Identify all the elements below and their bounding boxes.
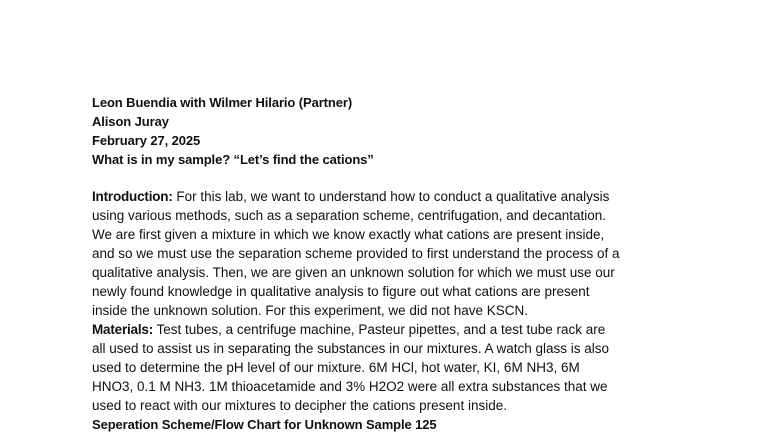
materials-paragraph bbox=[92, 320, 704, 415]
materials-line bbox=[92, 320, 704, 339]
instructor-line: Alison Juray bbox=[92, 114, 169, 129]
report-body bbox=[92, 187, 704, 434]
introduction-line: and so we must use the separation scheme provided to first understand the process of a bbox=[92, 246, 620, 261]
materials-label: Materials: bbox=[92, 322, 154, 337]
introduction-label: Introduction: bbox=[92, 189, 173, 204]
introduction-line: We are first given a mixture in which we know exactly what cations are present inside, bbox=[92, 227, 605, 242]
introduction-text: For this lab, we want to understand how to conduct a qualitative analysis bbox=[172, 189, 610, 204]
introduction-line bbox=[92, 187, 704, 206]
flowchart-heading: Seperation Scheme/Flow Chart for Unknown Sample 125 bbox=[92, 417, 437, 432]
report-header bbox=[92, 93, 692, 169]
materials-line: used to react with our mixtures to decipher the cations present inside. bbox=[92, 398, 507, 413]
introduction-line: qualitative analysis. Then, we are given an unknown solution for which we must use our bbox=[92, 265, 615, 280]
materials-text: Test tubes, a centrifuge machine, Pasteur pipettes, and a test tube rack are bbox=[153, 322, 606, 337]
introduction-line: using various methods, such as a separation scheme, centrifugation, and decantation. bbox=[92, 208, 607, 223]
introduction-line: inside the unknown solution. For this experiment, we did not have KSCN. bbox=[92, 303, 528, 318]
date-line: February 27, 2025 bbox=[92, 133, 201, 148]
materials-line: all used to assist us in separating the substances in our mixtures. A watch glass is also bbox=[92, 341, 610, 356]
authors-line: Leon Buendia with Wilmer Hilario (Partner) bbox=[92, 95, 353, 110]
materials-line: used to determine the pH level of our mixture. 6M HCl, hot water, KI, 6M NH3, 6M bbox=[92, 360, 580, 375]
introduction-line: newly found knowledge in qualitative analysis to figure out what cations are present bbox=[92, 284, 590, 299]
materials-line: HNO3, 0.1 M NH3. 1M thioacetamide and 3% H2O2 were all extra substances that we bbox=[92, 379, 608, 394]
report-title: What is in my sample? “Let’s find the cations” bbox=[92, 152, 374, 167]
introduction-paragraph bbox=[92, 187, 704, 320]
